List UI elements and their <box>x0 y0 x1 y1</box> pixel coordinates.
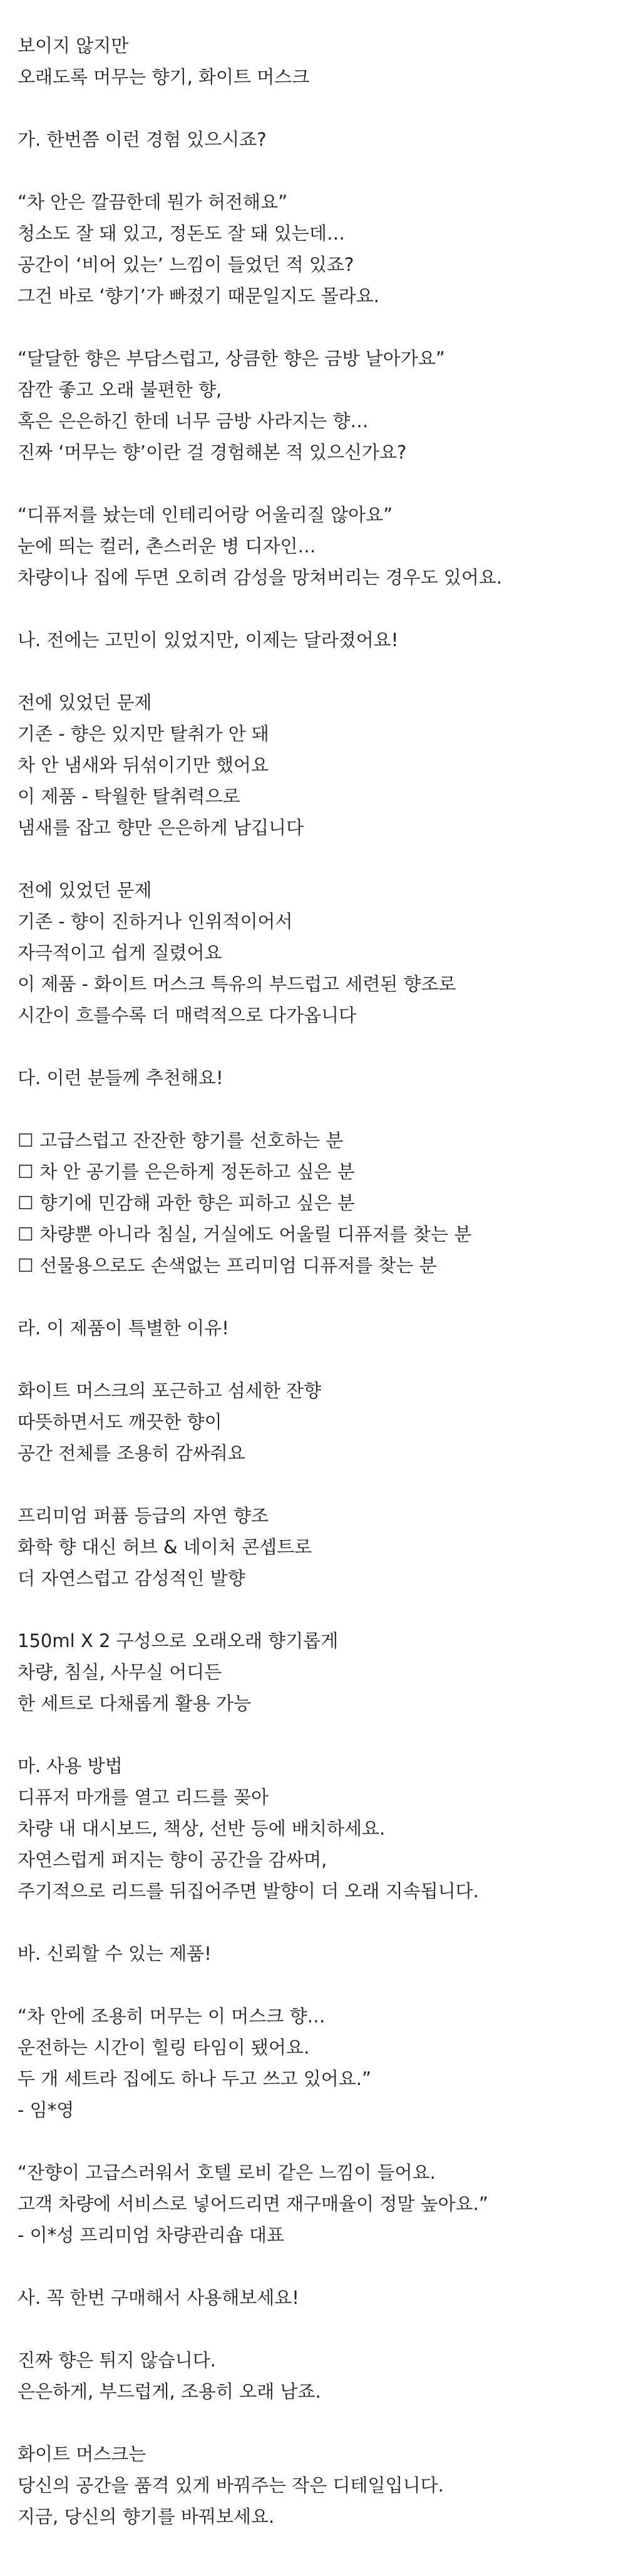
text-line: 디퓨저 마개를 열고 리드를 꽂아 <box>18 1787 269 1808</box>
text-line: ☐ 차 안 공기를 은은하게 정돈하고 싶은 분 <box>18 1161 355 1182</box>
paragraph <box>18 124 626 155</box>
text-line: 진짜 ‘머무는 향’이란 걸 경험해본 적 있으신가요? <box>18 442 407 463</box>
text-line: 다. 이런 분들께 추천해요! <box>18 1067 223 1088</box>
text-line: 마. 사용 방법 <box>18 1755 123 1777</box>
text-line: 시간이 흐를수록 더 매력적으로 다가옵니다 <box>18 1005 357 1026</box>
paragraph-gap <box>18 1719 626 1750</box>
paragraph <box>18 1500 626 1594</box>
text-line: 공간이 ‘비어 있는’ 느낌이 들었던 적 있죠? <box>18 254 354 275</box>
text-line: 화이트 머스크는 <box>18 2443 146 2465</box>
text-line: 차량 내 대시보드, 책상, 선반 등에 배치하세요. <box>18 1818 386 1839</box>
paragraph <box>18 1750 626 1907</box>
text-line: “차 안에 조용히 머무는 이 머스크 향… <box>18 2006 326 2027</box>
paragraph-gap <box>18 93 626 124</box>
text-line: 운전하는 시간이 힐링 타임이 됐어요. <box>18 2037 310 2058</box>
text-line: 라. 이 제품이 특별한 이유! <box>18 1317 229 1339</box>
text-line: 자연스럽게 퍼지는 향이 공간을 감싸며, <box>18 1849 327 1870</box>
text-line: 청소도 잘 돼 있고, 정돈도 잘 돼 있는데… <box>18 223 345 244</box>
text-line: 화학 향 대신 허브 & 네이처 콘셉트로 <box>18 1536 312 1558</box>
text-line: 진짜 향은 튀지 않습니다. <box>18 2350 217 2371</box>
paragraph <box>18 2157 626 2251</box>
text-line: 고객 차량에 서비스로 넣어드리면 재구매율이 정말 높아요.” <box>18 2193 488 2214</box>
paragraph <box>18 624 626 656</box>
paragraph <box>18 2000 626 2126</box>
text-line: “디퓨저를 놨는데 인테리어랑 어울리질 않아요” <box>18 504 393 525</box>
paragraph-gap <box>18 468 626 499</box>
paragraph <box>18 499 626 593</box>
paragraph-gap <box>18 2407 626 2438</box>
text-line: 차량, 침실, 사무실 어디든 <box>18 1661 222 1683</box>
paragraph-gap <box>18 1031 626 1062</box>
paragraph-gap <box>18 593 626 624</box>
text-line: 나. 전에는 고민이 있었지만, 이제는 달라졌어요! <box>18 629 399 651</box>
text-line: ☐ 차량뿐 아니라 침실, 거실에도 어울릴 디퓨저를 찾는 분 <box>18 1224 472 1245</box>
text-line: 당신의 공간을 품격 있게 바꿔주는 작은 디테일입니다. <box>18 2475 444 2496</box>
text-line: “잔향이 고급스러워서 호텔 로비 같은 느낌이 들어요. <box>18 2162 436 2183</box>
text-line: 기존 - 향은 있지만 탈취가 안 돼 <box>18 723 269 744</box>
text-line: - 이*성 프리미엄 차량관리숍 대표 <box>18 2224 285 2246</box>
text-line: 은은하게, 부드럽게, 조용히 오래 남죠. <box>18 2381 321 2402</box>
paragraph-gap <box>18 312 626 343</box>
text-line: 주기적으로 리드를 뒤집어주면 발향이 더 오래 지속됩니다. <box>18 1880 479 1902</box>
paragraph-gap <box>18 2126 626 2157</box>
text-line: 기존 - 향이 진하거나 인위적이어서 <box>18 911 293 932</box>
text-line: 지금, 당신의 향기를 바꿔보세요. <box>18 2506 275 2527</box>
paragraph <box>18 2345 626 2407</box>
paragraph <box>18 1312 626 1344</box>
text-line: 이 제품 - 화이트 머스크 특유의 부드럽고 세련된 향조로 <box>18 973 456 995</box>
text-line: 그건 바로 ‘향기’가 빠졌기 때문일지도 몰라요. <box>18 285 379 307</box>
text-line: 바. 신뢰할 수 있는 제품! <box>18 1943 212 1964</box>
text-line: “달달한 향은 부담스럽고, 상큼한 향은 금방 날아가요” <box>18 348 445 369</box>
text-line: - 임*영 <box>18 2099 74 2121</box>
paragraph <box>18 2282 626 2313</box>
text-line: 한 세트로 다채롭게 활용 가능 <box>18 1693 252 1714</box>
text-line: 프리미엄 퍼퓸 등급의 자연 향조 <box>18 1505 269 1526</box>
text-line: 따뜻하면서도 깨끗한 향이 <box>18 1411 222 1433</box>
paragraph <box>18 1375 626 1469</box>
text-line: 사. 꼭 한번 구매해서 사용해보세요! <box>18 2287 299 2308</box>
paragraph <box>18 30 626 93</box>
paragraph-gap <box>18 155 626 186</box>
paragraph-gap <box>18 843 626 875</box>
text-line: 차 안 냄새와 뒤섞이기만 했어요 <box>18 754 269 776</box>
text-line: 잠깐 좋고 오래 불편한 향, <box>18 379 222 400</box>
text-line: 자극적이고 쉽게 질렸어요 <box>18 942 222 963</box>
paragraph <box>18 1125 626 1281</box>
text-line: 가. 한번쯤 이런 경험 있으시죠? <box>18 129 267 150</box>
text-line: ☐ 고급스럽고 잔잔한 향기를 선호하는 분 <box>18 1130 344 1151</box>
text-line: 오래도록 머무는 향기, 화이트 머스크 <box>18 66 310 88</box>
paragraph-gap <box>18 1093 626 1125</box>
text-line: 차량이나 집에 두면 오히려 감성을 망쳐버리는 경우도 있어요. <box>18 567 503 588</box>
paragraph-gap <box>18 1281 626 1312</box>
text-line: 보이지 않지만 <box>18 35 129 56</box>
paragraph-gap <box>18 656 626 687</box>
text-line: 더 자연스럽고 감성적인 발향 <box>18 1568 245 1589</box>
paragraph <box>18 1062 626 1093</box>
paragraph-gap <box>18 2251 626 2282</box>
text-line: ☐ 선물용으로도 손색없는 프리미엄 디퓨저를 찾는 분 <box>18 1255 437 1276</box>
text-line: 혹은 은은하긴 한데 너무 금방 사라지는 향… <box>18 410 369 432</box>
text-line: 두 개 세트라 집에도 하나 두고 쓰고 있어요.” <box>18 2068 372 2089</box>
paragraph-gap <box>18 1907 626 1938</box>
paragraph <box>18 186 626 312</box>
text-line: 150ml X 2 구성으로 오래오래 향기롭게 <box>18 1630 339 1651</box>
text-line: ☐ 향기에 민감해 과한 향은 피하고 싶은 분 <box>18 1192 355 1214</box>
paragraph-gap <box>18 1594 626 1625</box>
paragraph-gap <box>18 1344 626 1375</box>
paragraph <box>18 1625 626 1719</box>
paragraph <box>18 343 626 468</box>
text-line: 공간 전체를 조용히 감싸줘요 <box>18 1443 245 1464</box>
paragraph <box>18 687 626 843</box>
paragraph <box>18 1938 626 1969</box>
paragraph <box>18 875 626 1031</box>
text-line: 눈에 띄는 컬러, 촌스러운 병 디자인… <box>18 535 316 557</box>
paragraph <box>18 2438 626 2532</box>
paragraph-gap <box>18 1469 626 1500</box>
text-line: 냄새를 잡고 향만 은은하게 남깁니다 <box>18 817 304 838</box>
paragraph-gap <box>18 1969 626 2000</box>
paragraph-gap <box>18 2313 626 2345</box>
text-line: 이 제품 - 탁월한 탈취력으로 <box>18 786 240 807</box>
text-line: “차 안은 깔끔한데 뭔가 허전해요” <box>18 191 288 213</box>
text-line: 전에 있었던 문제 <box>18 880 152 901</box>
text-line: 전에 있었던 문제 <box>18 692 152 713</box>
text-line: 화이트 머스크의 포근하고 섬세한 잔향 <box>18 1380 322 1401</box>
